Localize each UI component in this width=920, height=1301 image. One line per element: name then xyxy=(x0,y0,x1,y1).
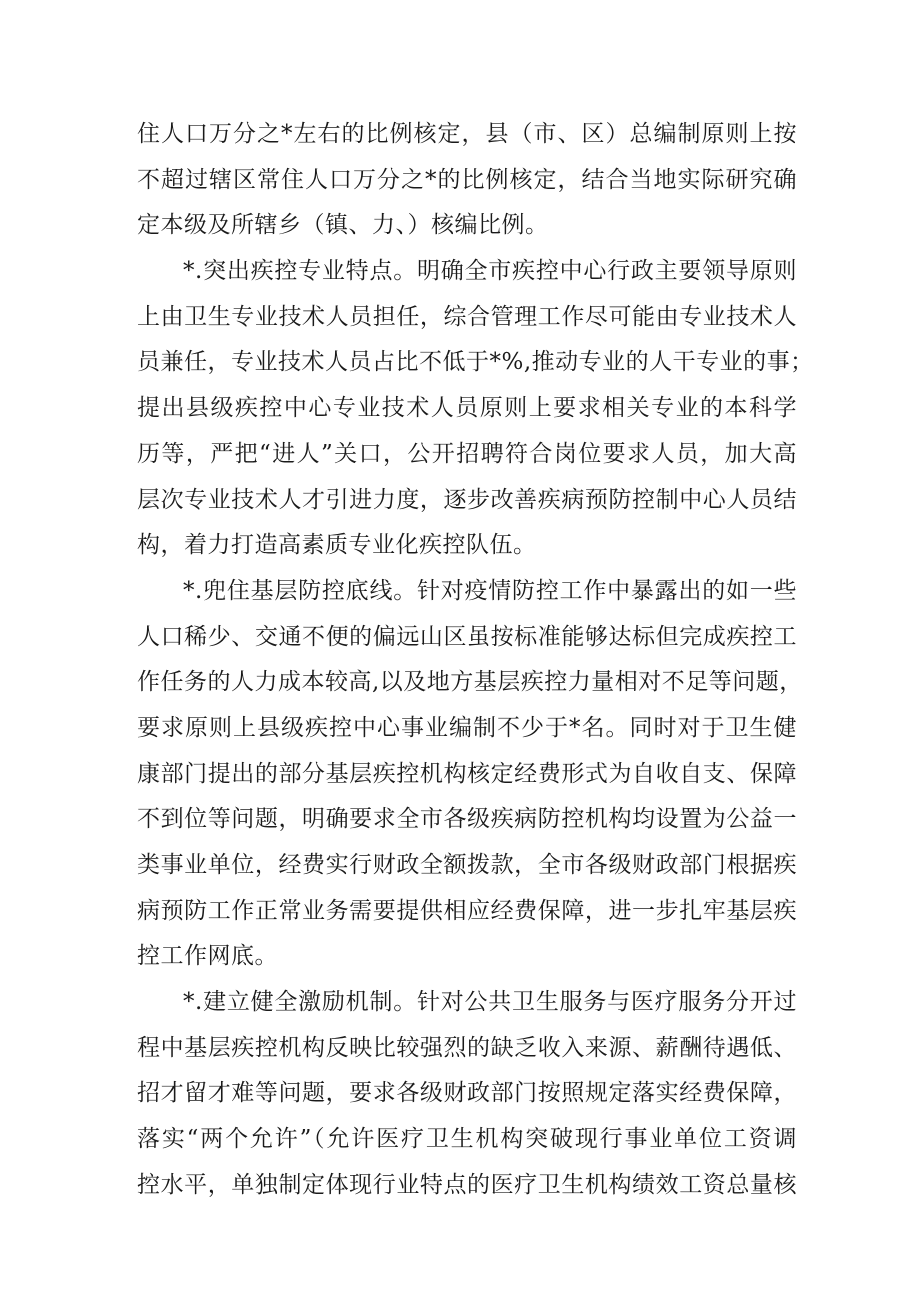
text-line: 员兼任，专业技术人员占比不低于*%,推动专业的人干专业的事； xyxy=(137,349,814,376)
paragraph-start-line: *.突出疾控专业特点。明确全市疾控中心行政主要领导原则 xyxy=(183,258,797,285)
text-line: 历等，严把“进人”关口，公开招聘符合岗位要求人员，加大高 xyxy=(137,440,797,467)
text-line: 招才留才难等问题，要求各级财政部门按照规定落实经费保障， xyxy=(137,1080,797,1107)
text-line: 不到位等问题，明确要求全市各级疾病防控机构均设置为公益一 xyxy=(137,806,797,833)
text-line: 人口稀少、交通不便的偏远山区虽按标准能够达标但完成疾控工 xyxy=(137,623,797,650)
text-line: 层次专业技术人才引进力度，逐步改善疾病预防控制中心人员结 xyxy=(137,486,797,513)
text-line: 控工作网底。 xyxy=(137,943,278,970)
text-line: 病预防工作正常业务需要提供相应经费保障，进一步扎牢基层疾 xyxy=(137,897,797,924)
text-line: 住人口万分之*左右的比例核定，县（市、区）总编制原则上按 xyxy=(137,121,797,147)
text-line: 构，着力打造高素质专业化疾控队伍。 xyxy=(137,532,537,559)
text-line: 提出县级疾控中心专业技术人员原则上要求相关专业的本科学 xyxy=(137,395,797,422)
text-line: 落实“两个允许”（允许医疗卫生机构突破现行事业单位工资调 xyxy=(137,1126,797,1153)
text-line: 定本级及所辖乡（镇、力、）核编比例。 xyxy=(137,212,549,239)
body-text xyxy=(137,112,814,1209)
text-line: 上由卫生专业技术人员担任，综合管理工作尽可能由专业技术人 xyxy=(137,303,797,330)
text-line: 程中基层疾控机构反映比较强烈的缺乏收入来源、薪酬待遇低、 xyxy=(137,1034,797,1061)
text-line: 作任务的人力成本较高,以及地方基层疾控力量相对不足等问题， xyxy=(137,669,803,696)
text-line: 要求原则上县级疾控中心事业编制不少于*名。同时对于卫生健 xyxy=(137,714,797,741)
paragraph-start-line: *.兜住基层防控底线。针对疫情防控工作中暴露出的如一些 xyxy=(183,577,797,604)
text-line: 不超过辖区常住人口万分之*的比例核定，结合当地实际研究确 xyxy=(137,166,797,193)
text-line: 类事业单位，经费实行财政全额拨款，全市各级财政部门根据疾 xyxy=(137,852,797,878)
text-line: 康部门提出的部分基层疾控机构核定经费形式为自收自支、保障 xyxy=(137,760,797,787)
text-line: 控水平，单独制定体现行业特点的医疗卫生机构绩效工资总量核 xyxy=(137,1171,797,1198)
paragraph-start-line: *.建立健全激励机制。针对公共卫生服务与医疗服务分开过 xyxy=(183,989,797,1016)
